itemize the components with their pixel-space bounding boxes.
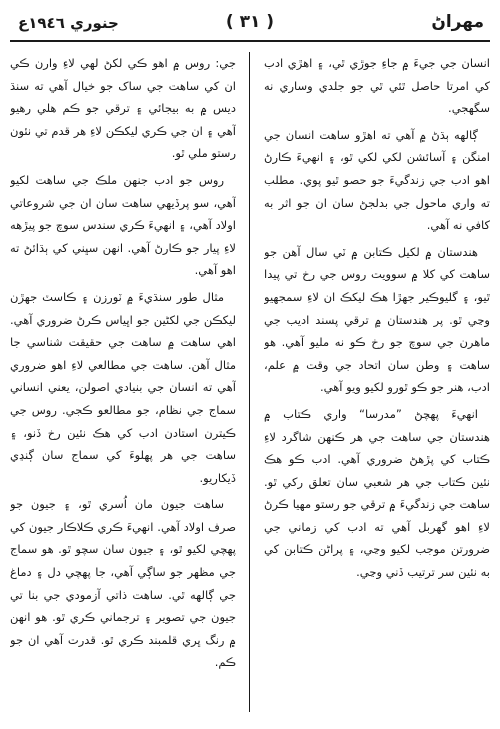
issue-date: جنوري ١٩٤٦ع [18,14,119,32]
paragraph: انهيءَ پهچڻ ”مدرسا“ واري ڪتاب ۾ هندستان جي ساهت جي هر ڪنهن شاگرد لاءِ ڪتاب کي پڙهڻ ضروري آهي. ادب ڪو هڪ نئين ڪتاب جي هر شعبي سان تعلق رکي ٿو. ساهت جي زندگيءَ ۾ ترقي جو رستو مهيا ڪرڻ لاءِ اهو گهربل آهي ته ادب کي زماني جي ضرورتن موجب لکيو وڃي، ۽ پراڻن ڪتابن کي به نئين سر ترتيب ڏني وڃي. [264,406,490,580]
journal-title: مهراڻ [431,12,484,32]
paragraph: مثال طور سنڌيءَ ۾ ٽورزن ۽ ڪاسٽ جهڙن ليکڪن جي لکڻين جو اڀياس ڪرڻ ضروري آهي. اهي ساهت ۾ ساهت جي حقيقت شناسي جا مثال آهن. ساهت جي مطالعي لاءِ اهو ضروري آهي ته انسان جي بنيادي اصولن، يعني انساني سماج جي نظام، جو مطالعو ڪجي. روس جي ڪيترن استادن ادب کي هڪ نئين رخ ڏنو، ۽ ساهت جي هر پهلوءَ کي سماج سان ڳنڍي ڏيکاريو. [10,289,236,485]
paragraph: ساهت جيون مان اُسري ٿو، ۽ جيون جو صرف اولاد آهي. انهيءَ ڪري ڪلاڪار جيون کي پهچي لکيو ٿو، ۽ جيون سان سچو ٿو. هو سماج جي مظهر جو ساڳي آهي، جا پهچي دل ۽ دماغ جي ڳالهه ٿي. ساهت ذاتي آزمودي جي بنا تي جيون جي تصوير ۽ ترجماني ڪري ٿو. هو انهن ۾ رنگ ڀري قلمبند ڪري ٿو. قدرت آهي ان جو ڪم. [10,497,236,670]
paragraph: ڳالهه ٻڌڻ ۾ آهي ته اهڙو ساهت انسان جي امنگن ۽ آسائشن لکي لکي ٿو، ۽ انهيءَ ڪارڻ اهو ادب جي زندگيءَ جو حصو ٿيو پوي. مطلب ته واري ماحول جي بدلجڻ سان ان جو اثر به کافي نه آهي. [264,127,490,233]
paragraph: جي: روس ۾ اهو ڪي لکڻ لهي لاءِ وارن ڪي ان کي ساهت جي ساک جو خيال آهي ته سنڌ ديس ۾ به بيجائي ۽ ترقي جو ڪم هلي رهيو آهي ۽ ان جي ڪري ليکڪن لاءِ هر قدم تي نئون رستو ملي ٿو. [10,56,236,161]
left-text-column [10,52,236,717]
paragraph: انسان جي جيءَ ۾ جاءِ جوڙي ٿي، ۽ اهڙي ادب کي امرتا حاصل ٿئي ٿي جو جلدي وساري نه سگهجي. [264,56,490,116]
paragraph: روس جو ادب جنهن ملڪ جي ساهت لکيو آهي، سو پرڏيهي ساهت سان ان جي شروعاتي اولاد آهي، ۽ انهيءَ ڪري سندس سوچ جو پيڙهه لاءِ پيار جو ڪارڻ آهي. انهن سڀني کي ٻڌائڻ ته اهو آهي. [10,172,236,278]
document-page [10,8,490,721]
page-header [10,8,490,42]
page-number: ( ٣١ ) [225,12,275,32]
column-divider [249,52,250,712]
paragraph: هندستان ۾ لکيل ڪتابن ۾ ٽي سال آهن جو ساهت کي کلا ۾ سوويت روس جي رخ تي پيدا ٿيو، ۽ گليوڪير جهڙا هڪ ليکڪ ان لاءِ سمجهيو وڃي ٿو. پر هندستان ۾ ترقي پسند اديب جي ماهرن جي سوچ جو رخ ڪو نه مليو آهي. هو ساهت ۽ وطن سان اتحاد جي وقت ۾ علم، ادب، هنر جو ڪو ٿورو لکيو ويو آهي. [264,244,490,395]
right-text-column [264,52,490,717]
